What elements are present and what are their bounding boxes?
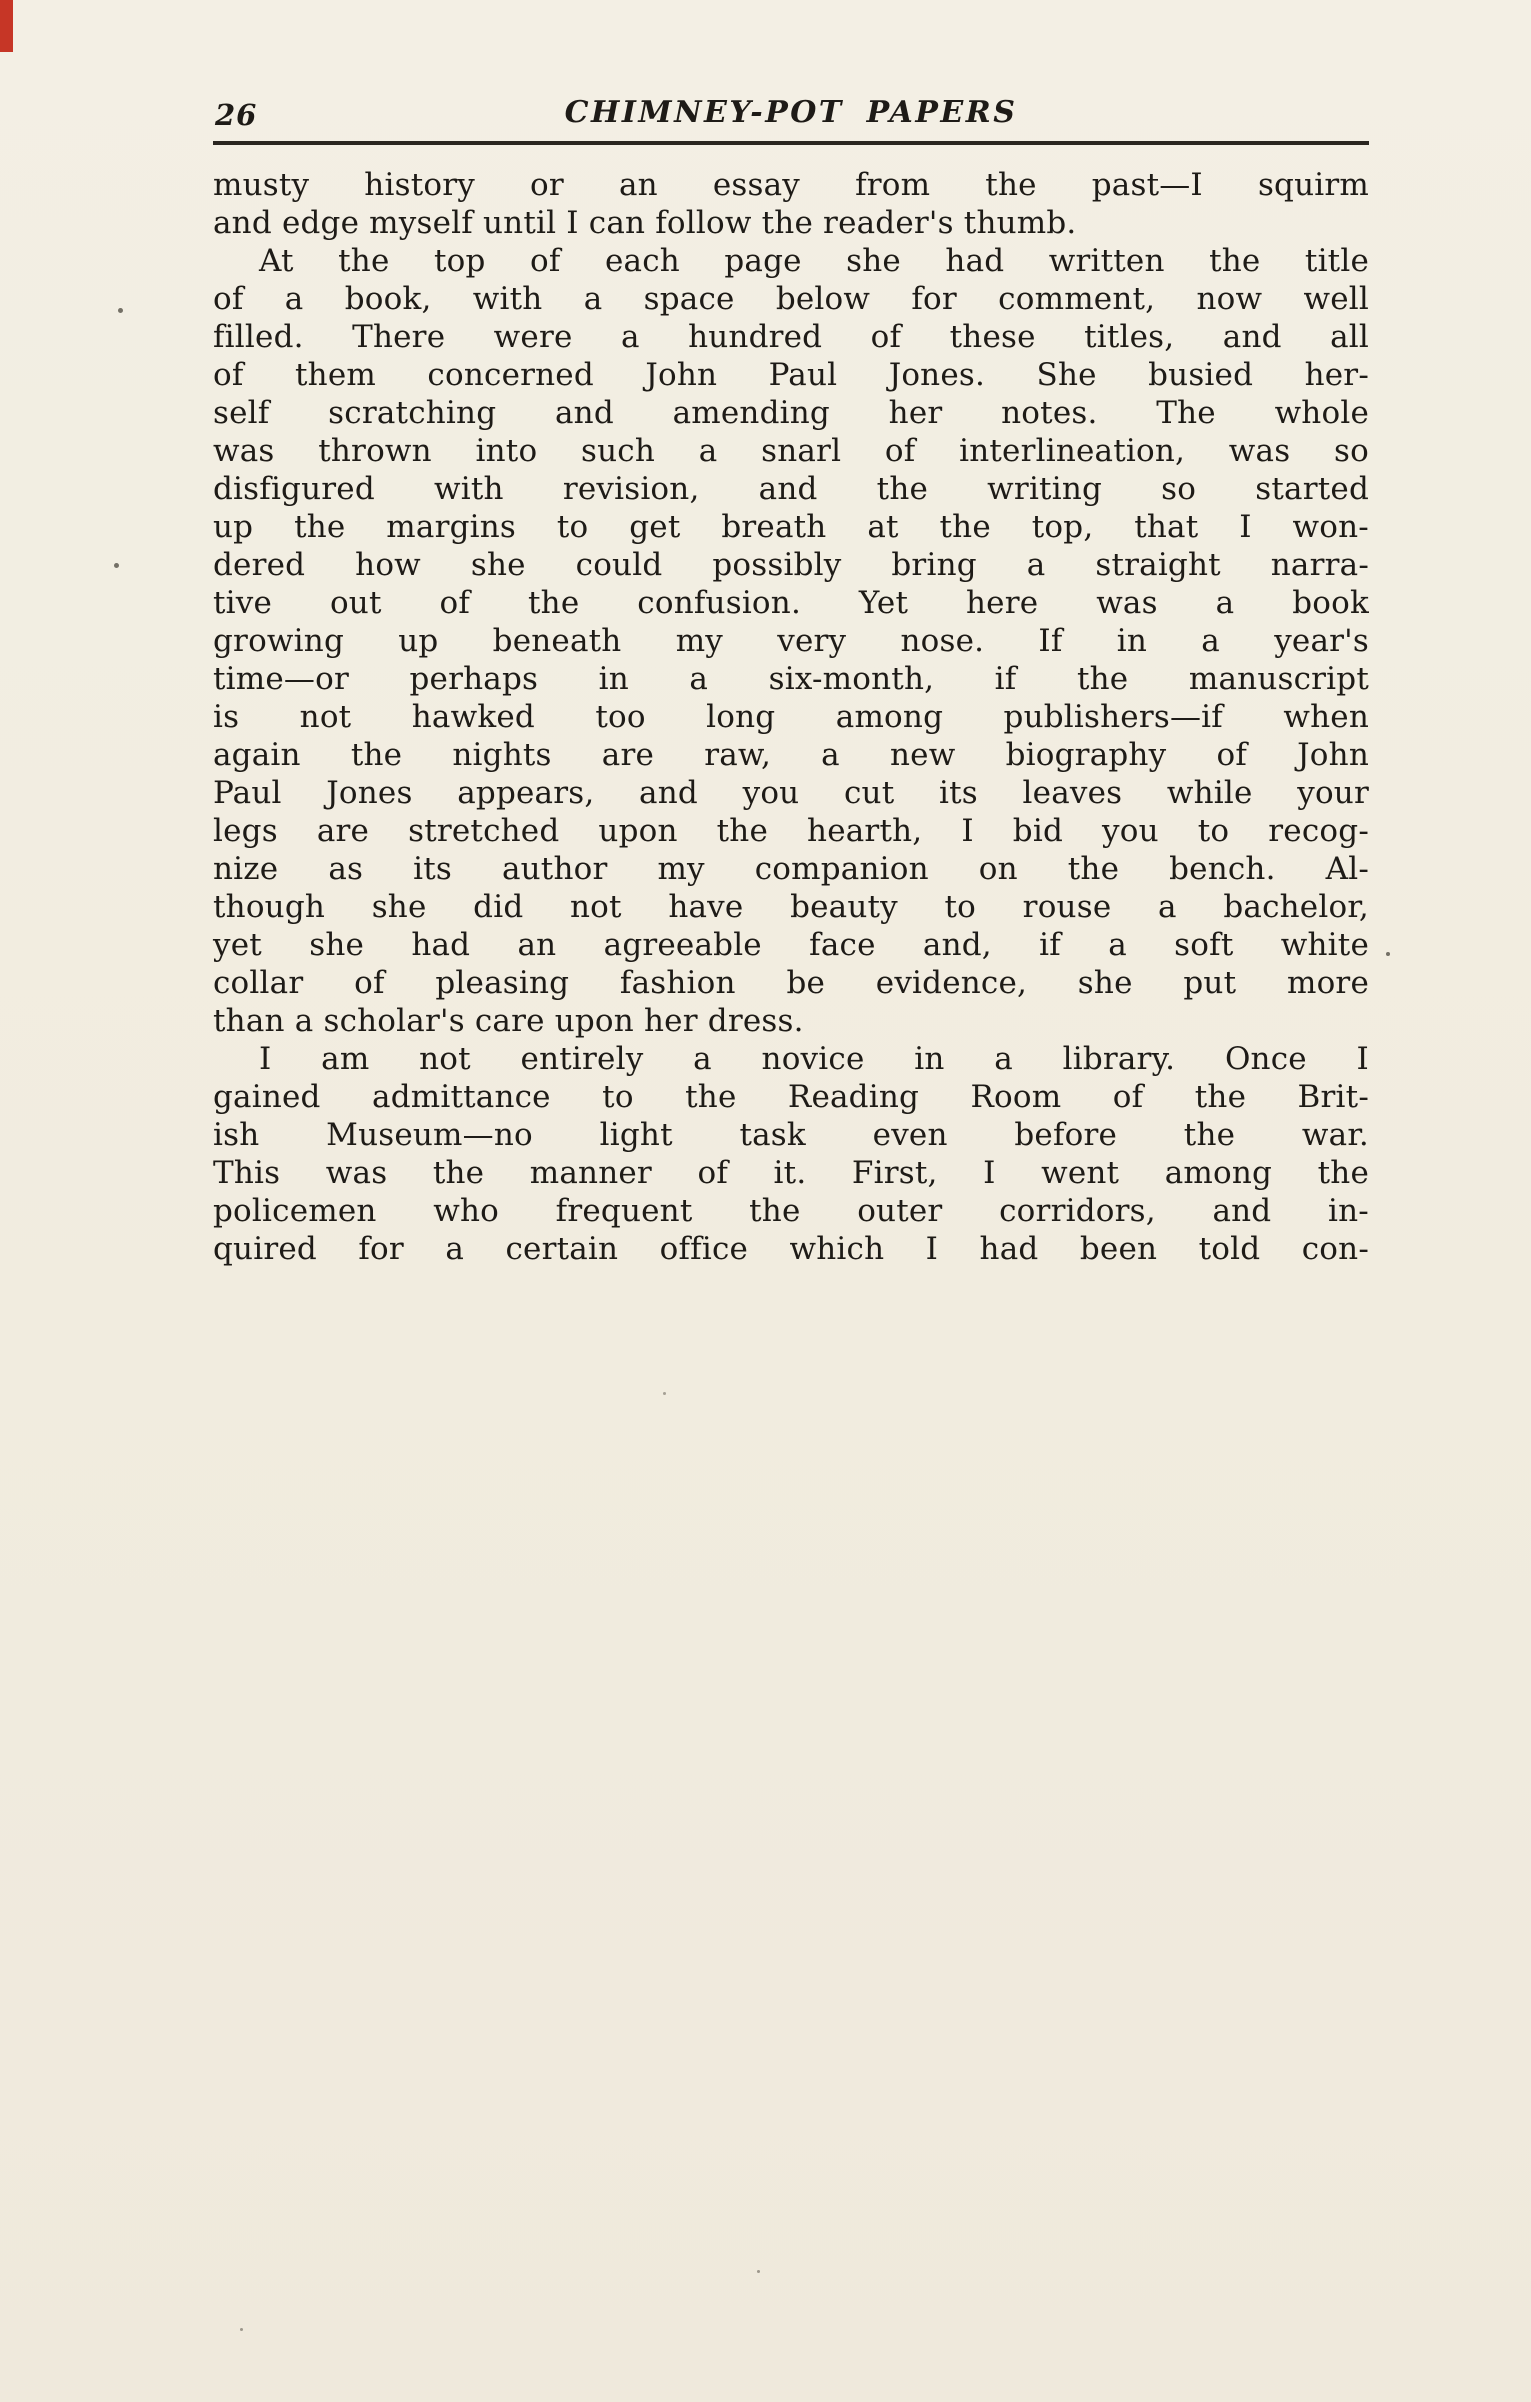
text-line: yet she had an agreeable face and, if a soft white — [213, 927, 1369, 963]
text-line: self scratching and amending her notes. The whole — [213, 395, 1369, 431]
text-line: disfigured with revision, and the writing so started — [213, 471, 1369, 507]
text-line: was thrown into such a snarl of interlineation, was so — [213, 433, 1369, 469]
text-line: At the top of each page she had written the title — [259, 243, 1369, 279]
text-line: I am not entirely a novice in a library. Once I — [259, 1041, 1369, 1077]
text-line: ish Museum—no light task even before the war. — [213, 1117, 1369, 1153]
text-line: Paul Jones appears, and you cut its leaves while your — [213, 775, 1369, 811]
text-line: filled. There were a hundred of these titles, and all — [213, 319, 1369, 355]
page-edge-mark — [0, 0, 13, 52]
scan-speck — [118, 308, 123, 313]
running-head-title: CHIMNEY-POT PAPERS — [564, 95, 1018, 130]
scan-speck — [114, 563, 119, 568]
page-header — [213, 94, 1369, 145]
text-line: tive out of the confusion. Yet here was a book — [213, 585, 1369, 621]
scan-speck — [757, 2270, 760, 2273]
text-line: than a scholar's care upon her dress. — [213, 1003, 804, 1039]
page-body — [213, 166, 1369, 1268]
text-line: up the margins to get breath at the top, that I won- — [213, 509, 1369, 545]
text-line: policemen who frequent the outer corridors, and in- — [213, 1193, 1369, 1229]
text-line: gained admittance to the Reading Room of the Brit- — [213, 1079, 1369, 1115]
text-line: though she did not have beauty to rouse a bachelor, — [213, 889, 1369, 925]
text-line: collar of pleasing fashion be evidence, she put more — [213, 965, 1369, 1001]
text-line: and edge myself until I can follow the reader's thumb. — [213, 205, 1077, 241]
text-line: nize as its author my companion on the bench. Al- — [213, 851, 1369, 887]
text-line: of them concerned John Paul Jones. She busied her- — [213, 357, 1369, 393]
scan-speck — [663, 1392, 666, 1395]
text-line: again the nights are raw, a new biography of John — [213, 737, 1369, 773]
text-line: musty history or an essay from the past—I squirm — [213, 167, 1369, 203]
text-line: is not hawked too long among publishers—if when — [213, 699, 1369, 735]
text-line: This was the manner of it. First, I went among the — [213, 1155, 1369, 1191]
header-rule — [213, 141, 1369, 145]
text-line: legs are stretched upon the hearth, I bid you to recog- — [213, 813, 1369, 849]
text-line: growing up beneath my very nose. If in a year's — [213, 623, 1369, 659]
page-number: 26 — [215, 98, 258, 132]
page-content — [213, 94, 1369, 1268]
scan-speck — [240, 2328, 243, 2331]
text-line: quired for a certain office which I had been told con- — [213, 1231, 1369, 1267]
text-line: time—or perhaps in a six-month, if the manuscript — [213, 661, 1369, 697]
text-line: dered how she could possibly bring a straight narra- — [213, 547, 1369, 583]
scan-speck — [1386, 952, 1390, 956]
text-line: of a book, with a space below for comment, now well — [213, 281, 1369, 317]
